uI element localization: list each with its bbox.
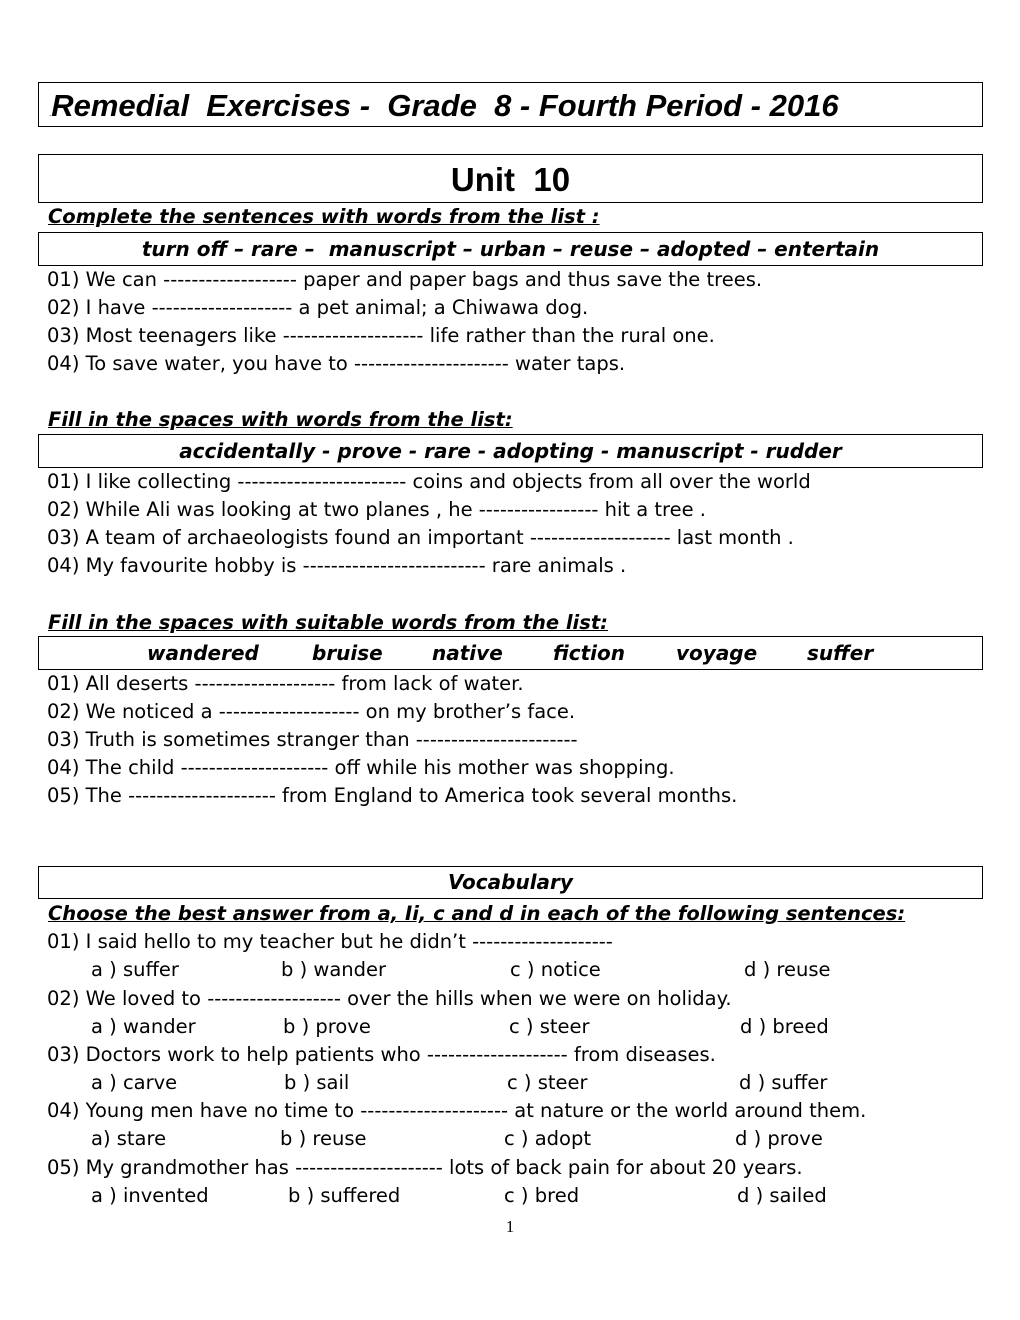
- title-box: [38, 82, 983, 127]
- vocab-question: 01) I said hello to my teacher but he didn’t --------------------: [47, 930, 613, 953]
- section2-word-list: accidentally - prove - rare - adopting - manuscript - rudder: [179, 439, 842, 463]
- vocab-question: 04) Young men have no time to --------------------- at nature or the world around them.: [47, 1099, 867, 1122]
- option-b: b ) prove: [283, 1015, 371, 1038]
- page-title: [49, 87, 839, 133]
- section1-word-list-box: [38, 232, 983, 266]
- section1-sentence: 02) I have -------------------- a pet animal; a Chiwawa dog.: [47, 296, 589, 319]
- unit-box: [38, 154, 983, 203]
- option-a: a ) carve: [91, 1071, 178, 1094]
- option-b: b ) sail: [284, 1071, 350, 1094]
- word-item: suffer: [807, 641, 874, 665]
- option-d: d ) sailed: [737, 1184, 827, 1207]
- section2-word-list-box: [38, 434, 983, 468]
- option-b: b ) reuse: [280, 1127, 367, 1150]
- section2-sentence: 04) My favourite hobby is -------------------------- rare animals .: [47, 554, 627, 577]
- section1-word-list: turn off – rare – manuscript – urban – reuse – adopted – entertain: [141, 237, 880, 261]
- vocab-question: 05) My grandmother has --------------------- lots of back pain for about 20 years.: [47, 1156, 803, 1179]
- section3-sentence: 05) The --------------------- from England to America took several months.: [47, 784, 738, 807]
- section2-sentence: 01) I like collecting ------------------------ coins and objects from all over the world: [47, 470, 811, 493]
- option-c: c ) adopt: [504, 1127, 592, 1150]
- option-a: a ) suffer: [91, 958, 179, 981]
- page-title-text: Remedial Exercises - Grade 8 - Fourth Period - 2016: [51, 88, 839, 123]
- option-c: c ) steer: [509, 1015, 590, 1038]
- word-item: fiction: [553, 641, 625, 665]
- word-item: voyage: [676, 641, 758, 665]
- section3-word-list-box: [38, 636, 983, 670]
- section1-sentence: 04) To save water, you have to ---------------------- water taps.: [47, 352, 626, 375]
- word-item: wandered: [147, 641, 259, 665]
- option-c: c ) notice: [510, 958, 601, 981]
- vocab-question: 03) Doctors work to help patients who -------------------- from diseases.: [47, 1043, 716, 1066]
- option-a: a ) invented: [91, 1184, 209, 1207]
- option-b: b ) wander: [281, 958, 387, 981]
- option-d: d ) suffer: [739, 1071, 828, 1094]
- section3-sentence: 02) We noticed a -------------------- on my brother’s face.: [47, 700, 576, 723]
- section3-sentence: 01) All deserts -------------------- from lack of water.: [47, 672, 524, 695]
- vocab-question: 02) We loved to ------------------- over the hills when we were on holiday.: [47, 987, 732, 1010]
- vocabulary-title: Vocabulary: [448, 870, 573, 894]
- option-c: c ) bred: [504, 1184, 580, 1207]
- section2-sentence: 03) A team of archaeologists found an important -------------------- last month .: [47, 526, 794, 549]
- section2-heading: Fill in the spaces with words from the list:: [48, 408, 513, 431]
- vocabulary-box: [38, 866, 983, 899]
- unit-title: Unit 10: [450, 161, 571, 198]
- title-dot: .: [49, 109, 52, 118]
- option-a: a ) wander: [91, 1015, 196, 1038]
- section2-sentence: 02) While Ali was looking at two planes , he ----------------- hit a tree .: [47, 498, 706, 521]
- option-d: d ) reuse: [744, 958, 831, 981]
- option-d: d ) prove: [735, 1127, 823, 1150]
- option-b: b ) suffered: [288, 1184, 401, 1207]
- vocabulary-heading: Choose the best answer from a, Ii, c and d in each of the following sentences:: [48, 902, 906, 925]
- option-c: c ) steer: [507, 1071, 588, 1094]
- section3-sentence: 04) The child --------------------- off while his mother was shopping.: [47, 756, 675, 779]
- option-a: a) stare: [91, 1127, 167, 1150]
- option-d: d ) breed: [740, 1015, 829, 1038]
- section1-sentence: 01) We can ------------------- paper and paper bags and thus save the trees.: [47, 268, 763, 291]
- word-item: bruise: [312, 641, 383, 665]
- section1-sentence: 03) Most teenagers like -------------------- life rather than the rural one.: [47, 324, 715, 347]
- page-number: 1: [505, 1217, 515, 1236]
- section3-heading: Fill in the spaces with suitable words from the list:: [48, 611, 608, 634]
- word-item: native: [432, 641, 503, 665]
- section3-sentence: 03) Truth is sometimes stranger than -----------------------: [47, 728, 578, 751]
- section1-heading: Complete the sentences with words from the list :: [48, 205, 600, 228]
